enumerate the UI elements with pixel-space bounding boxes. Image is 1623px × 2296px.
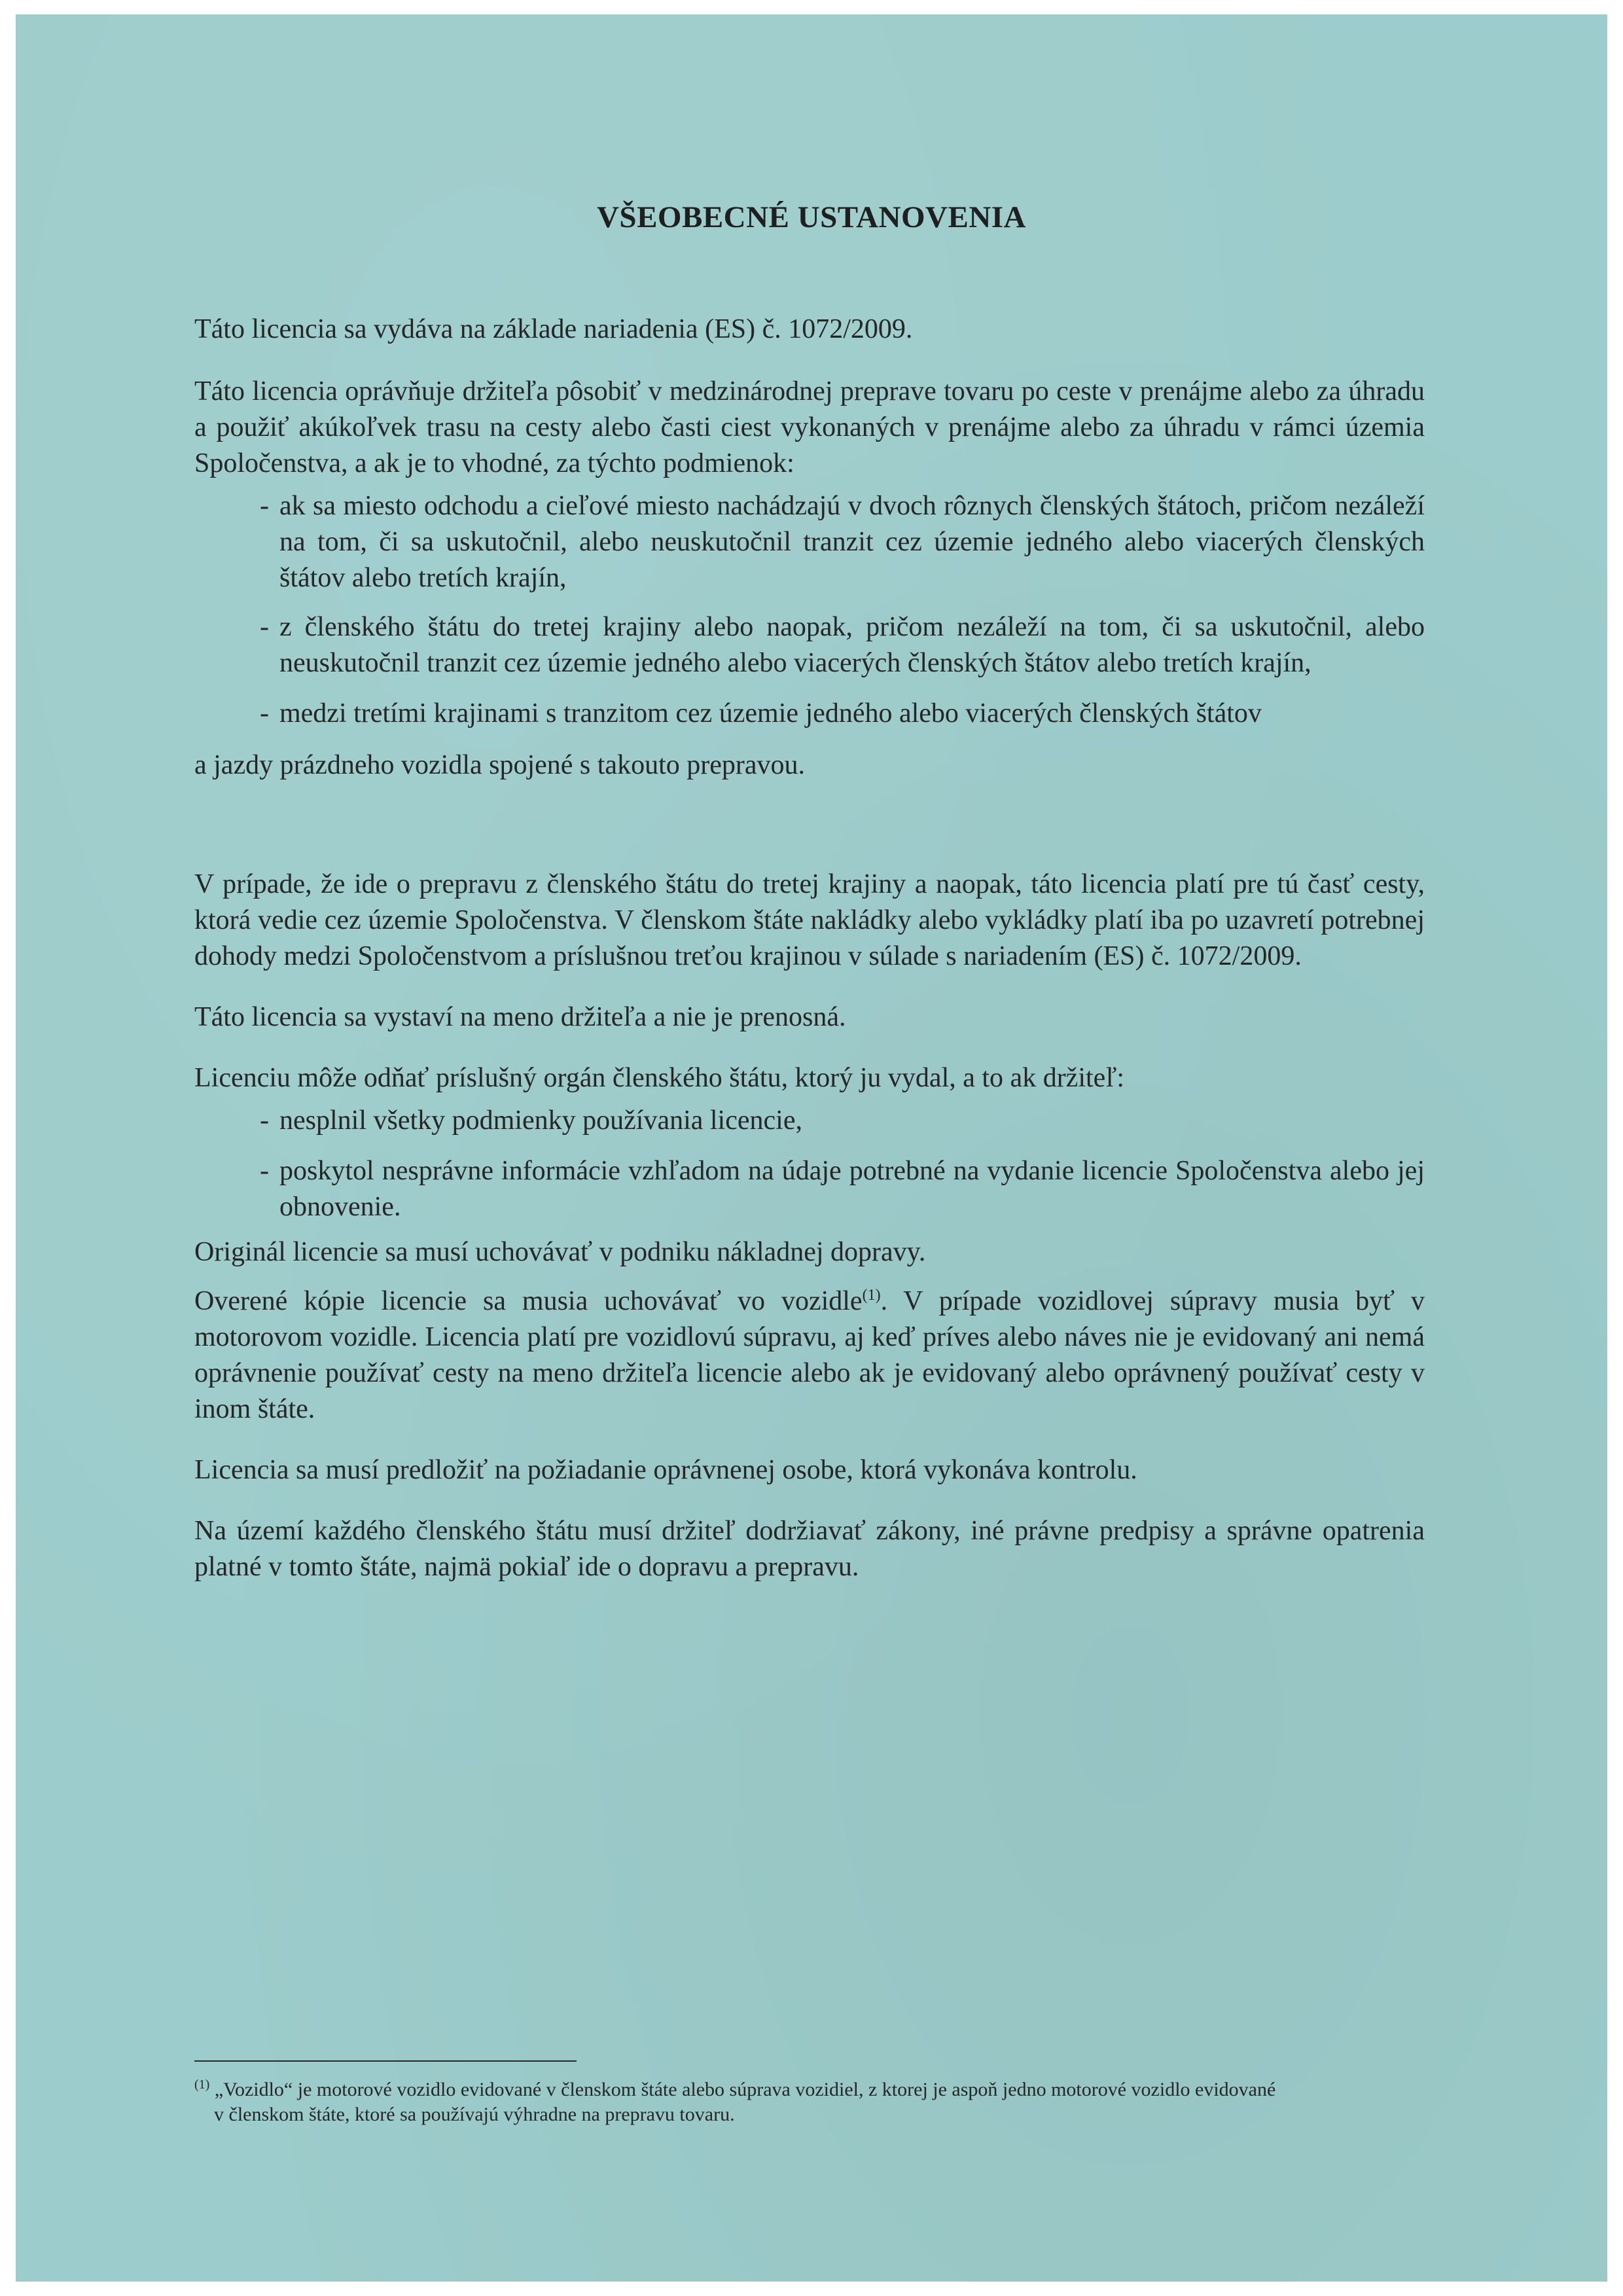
paragraph-legal-basis: Táto licencia sa vydáva na základe nariadenia (ES) č. 1072/2009. [194, 314, 913, 344]
footnote-mark: (1) [194, 2077, 210, 2092]
footnote-divider [194, 2060, 577, 2062]
footnote-reference: (1) [862, 1287, 881, 1304]
body-block-intro [194, 312, 1425, 783]
document-title: VŠEOBECNÉ USTANOVENIA [596, 200, 1026, 234]
paragraph-non-transferable: Táto licencia sa vystaví na meno držiteľa a nie je prenosná. [194, 1002, 846, 1032]
footnote-line-1 [194, 2079, 1275, 2100]
list-item [194, 1103, 1425, 1139]
list-item-text: medzi tretími krajinami s tranzitom cez územie jedného alebo viacerých členských štátov [279, 698, 1262, 728]
list-item [194, 696, 1425, 732]
certified-copies-text-a: Overené kópie licencie sa musia uchovávať vo vozidle [194, 1286, 863, 1316]
paragraph-authorization: Táto licencia oprávňuje držiteľa pôsobiť v medzinárodnej preprave tovaru po ceste v prenájme alebo za úhradu a použiť akúkoľvek trasu na cesty alebo časti ciest vykonaných v prenájme alebo za úhradu v rámci územia Spoločenstva, a ak je to vhodné, za týchto podmienok: [194, 376, 1425, 478]
body-block-third-country [194, 867, 1425, 1585]
paragraph-third-country: V prípade, že ide o prepravu z členského štátu do tretej krajiny a naopak, táto licencia platí pre tú časť cesty, ktorá vedie cez územie Spoločenstva. V členskom štáte nakládky alebo vykládky platí iba po uzavretí potrebnej dohody medzi Spoločenstvom a príslušnou treťou krajinou v súlade s nariadením (ES) č. 1072/2009. [194, 869, 1425, 971]
paragraph-empty-runs: a jazdy prázdneho vozidla spojené s takouto prepravou. [194, 750, 806, 780]
list-dash: - [260, 491, 269, 521]
list-item-text: z členského štátu do tretej krajiny alebo naopak, pričom nezáleží na tom, či sa uskutočnil, alebo neuskutočnil tranzit cez územie jedného alebo viacerých členských štátov alebo tretích krajín, [279, 612, 1425, 678]
list-item-text: ak sa miesto odchodu a cieľové miesto nachádzajú v dvoch rôznych členských štátoch, pričom nezáleží na tom, či sa uskutočnil, alebo neuskutočnil tranzit cez územie jedného alebo viacerých členských štátov alebo tretích krajín, [279, 491, 1425, 593]
list-dash: - [260, 1105, 269, 1136]
list-item [194, 609, 1425, 681]
paragraph-compliance: Na území každého členského štátu musí držiteľ dodržiavať zákony, iné právne predpisy a správne opatrenia platné v tomto štáte, najmä pokiaľ ide o dopravu a prepravu. [194, 1516, 1425, 1582]
list-dash: - [260, 1156, 269, 1186]
footnote [194, 2072, 1425, 2127]
paragraph-withdrawal: Licenciu môže odňať príslušný orgán členského štátu, ktorý ju vydal, a to ak držiteľ: [194, 1063, 1125, 1093]
list-item [194, 1153, 1425, 1225]
footnote-line-2: v členskom štáte, ktoré sa používajú výhradne na prepravu tovaru. [214, 2104, 735, 2125]
footnote-text-1: „Vozidlo“ je motorové vozidlo evidované v členskom štáte alebo súprava vozidiel, z ktorej je aspoň jedno motorové vozidlo evidované [214, 2079, 1276, 2100]
paragraph-original: Originál licencie sa musí uchovávať v podniku nákladnej dopravy. [194, 1237, 926, 1267]
list-item-text: poskytol nesprávne informácie vzhľadom na údaje potrebné na vydanie licencie Spoločenstva alebo jej obnovenie. [279, 1156, 1425, 1222]
paragraph-certified-copies [194, 1283, 1425, 1427]
list-item-text: nesplnil všetky podmienky používania licencie, [279, 1105, 802, 1136]
list-item [194, 488, 1425, 596]
certified-copies-text-b: . V prípade vozidlovej súpravy musia byť v motorovom vozidle. Licencia platí pre vozidlovú súpravu, aj keď príves alebo náves nie je evidovaný ani nemá oprávnenie používať cesty na meno držiteľa licencie alebo ak je evidovaný alebo oprávnený používať cesty v inom štáte. [194, 1286, 1425, 1424]
list-dash: - [260, 612, 269, 642]
list-dash: - [260, 698, 269, 728]
paragraph-inspection: Licencia sa musí predložiť na požiadanie oprávnenej osobe, ktorá vykonáva kontrolu. [194, 1455, 1137, 1485]
